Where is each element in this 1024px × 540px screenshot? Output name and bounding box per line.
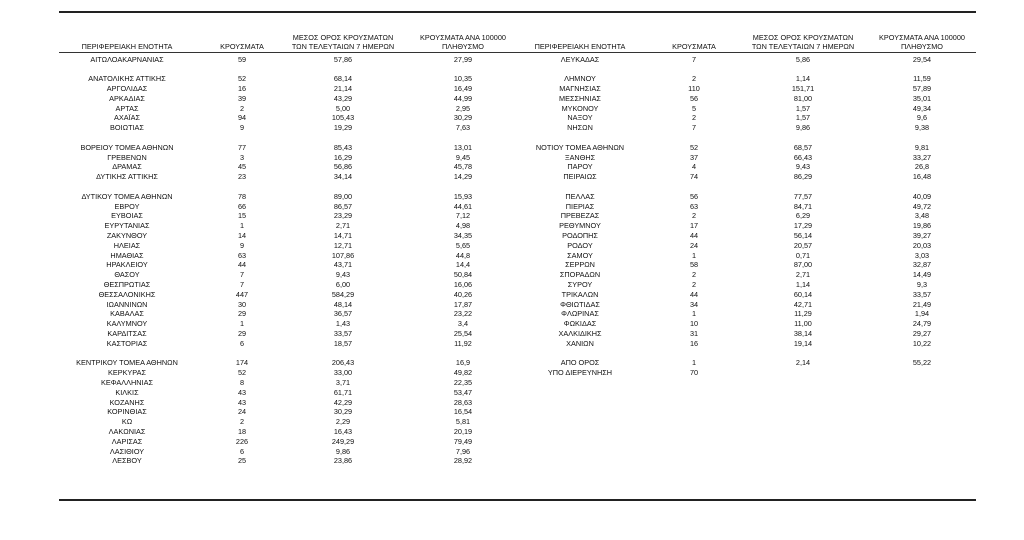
cell-per100k: 39,27 (912, 230, 932, 240)
cell-region: ΔΥΤΙΚΟΥ ΤΟΜΕΑ ΑΘΗΝΩΝ (81, 191, 173, 201)
cell-region: ΣΠΟΡΑΔΩΝ (559, 270, 601, 280)
cell-per100k: 1,94 (914, 309, 930, 319)
cell-region: ΑΡΓΟΛΙΔΑΣ (106, 83, 148, 93)
cell-cases: 77 (237, 142, 247, 152)
cell-avg7: 584,29 (331, 289, 355, 299)
cell-per100k: 9,6 (916, 113, 928, 123)
cell-per100k: 13,01 (453, 142, 473, 152)
header-avg7: ΜΕΣΟΣ ΟΡΟΣ ΚΡΟΥΣΜΑΤΩΝ ΤΩΝ ΤΕΛΕΥΤΑΙΩΝ 7 ΗΜΕΡΩΝ (751, 33, 855, 51)
cell-per100k: 16,9 (455, 358, 471, 368)
cell-cases: 1 (691, 309, 697, 319)
cell-region: ΥΠΟ ΔΙΕΡΕΥΝΗΣΗ (547, 368, 613, 378)
cell-cases: 43 (237, 387, 247, 397)
cell-cases: 52 (237, 368, 247, 378)
cell-per100k: 50,84 (453, 270, 473, 280)
cell-cases: 94 (237, 113, 247, 123)
cell-region: ΑΧΑΪΑΣ (113, 113, 140, 123)
cell-region: ΦΛΩΡΙΝΑΣ (561, 309, 599, 319)
cell-avg7: 11,00 (794, 319, 812, 329)
cell-cases: 4 (691, 162, 697, 172)
cell-per100k: 9,38 (914, 123, 930, 133)
cell-region: ΠΕΙΡΑΙΩΣ (563, 172, 597, 182)
cell-avg7: 77,57 (793, 191, 813, 201)
cell-region: ΦΩΚΙΔΑΣ (563, 319, 597, 329)
cell-per100k: 28,63 (453, 397, 473, 407)
cell-cases: 7 (239, 279, 245, 289)
cell-avg7: 43,29 (333, 93, 353, 103)
cell-avg7: 5,86 (795, 54, 811, 64)
cell-region: ΝΑΞΟΥ (567, 113, 593, 123)
cell-region: ΡΕΘΥΜΝΟΥ (559, 221, 601, 231)
cell-region: ΚΑΛΥΜΝΟΥ (106, 319, 148, 329)
cell-region: ΜΥΚΟΝΟΥ (561, 103, 599, 113)
cell-cases: 43 (237, 397, 247, 407)
cell-avg7: 1,14 (795, 279, 811, 289)
cell-region: ΓΡΕΒΕΝΩΝ (107, 152, 147, 162)
cell-cases: 2 (691, 270, 697, 280)
cell-avg7: 81,00 (793, 93, 813, 103)
cell-cases: 9 (239, 123, 245, 133)
cell-cases: 8 (239, 377, 245, 387)
cell-per100k: 9,3 (916, 279, 928, 289)
cell-avg7: 206,43 (331, 358, 355, 368)
cell-cases: 56 (689, 191, 699, 201)
cell-region: ΧΑΛΚΙΔΙΚΗΣ (558, 328, 602, 338)
cell-cases: 30 (237, 299, 247, 309)
cell-cases: 6 (239, 446, 245, 456)
cell-cases: 15 (237, 211, 247, 221)
cell-per100k: 23,22 (453, 309, 473, 319)
cell-cases: 24 (237, 407, 247, 417)
cell-per100k: 29,27 (912, 328, 932, 338)
cell-avg7: 33,00 (333, 368, 353, 378)
cell-region: ΑΙΤΩΛΟΑΚΑΡΝΑΝΙΑΣ (90, 54, 164, 64)
cell-avg7: 68,14 (333, 74, 353, 84)
cell-avg7: 57,86 (333, 54, 353, 64)
cell-avg7: 9,43 (795, 162, 811, 172)
cell-avg7: 60,14 (793, 289, 813, 299)
cell-region: ΗΜΑΘΙΑΣ (110, 250, 144, 260)
cell-avg7: 30,29 (333, 407, 353, 417)
cell-avg7: 89,00 (333, 191, 353, 201)
cell-per100k: 25,54 (453, 328, 473, 338)
cell-avg7: 43,71 (333, 260, 353, 270)
header-per100k: ΚΡΟΥΣΜΑΤΑ ΑΝΑ 100000 ΠΛΗΘΥΣΜΟ (420, 33, 506, 51)
cell-per100k: 20,03 (912, 240, 932, 250)
cell-avg7: 48,14 (333, 299, 353, 309)
cell-avg7: 86,29 (793, 172, 813, 182)
cell-cases: 6 (239, 338, 245, 348)
cell-per100k: 33,27 (912, 152, 932, 162)
cell-per100k: 44,8 (455, 250, 471, 260)
cell-avg7: 9,86 (335, 446, 351, 456)
cell-avg7: 68,57 (793, 142, 813, 152)
cell-avg7: 38,14 (793, 328, 813, 338)
cell-avg7: 3,71 (335, 377, 351, 387)
cell-region: ΠΡΕΒΕΖΑΣ (560, 211, 600, 221)
cell-cases: 70 (689, 368, 699, 378)
cell-per100k: 3,4 (457, 319, 469, 329)
cell-region: ΡΟΔΟΥ (567, 240, 593, 250)
cell-region: ΘΕΣΠΡΩΤΙΑΣ (103, 279, 151, 289)
cell-avg7: 2,29 (335, 417, 351, 427)
cell-cases: 5 (691, 103, 697, 113)
cell-region: ΤΡΙΚΑΛΩΝ (561, 289, 599, 299)
header-underline (59, 52, 976, 53)
cell-avg7: 6,29 (795, 211, 811, 221)
cell-cases: 56 (689, 93, 699, 103)
cell-cases: 2 (239, 103, 245, 113)
cell-per100k: 44,61 (453, 201, 473, 211)
cell-region: ΕΥΒΟΙΑΣ (111, 211, 143, 221)
cell-per100k: 16,48 (912, 172, 932, 182)
cell-region: ΚΕΝΤΡΙΚΟΥ ΤΟΜΕΑ ΑΘΗΝΩΝ (76, 358, 178, 368)
cell-region: ΚΑΣΤΟΡΙΑΣ (106, 338, 148, 348)
cell-region: ΚΩ (121, 417, 133, 427)
cell-cases: 1 (239, 319, 245, 329)
cell-cases: 18 (237, 426, 247, 436)
cell-cases: 63 (237, 250, 247, 260)
cell-per100k: 22,35 (453, 377, 473, 387)
cell-per100k: 44,99 (453, 93, 473, 103)
cell-per100k: 29,54 (912, 54, 932, 64)
cell-per100k: 20,19 (453, 426, 473, 436)
cell-region: ΚΕΡΚΥΡΑΣ (107, 368, 147, 378)
cell-cases: 29 (237, 328, 247, 338)
cell-per100k: 40,09 (912, 191, 932, 201)
cell-region: ΚΑΒΑΛΑΣ (110, 309, 144, 319)
cell-avg7: 19,29 (333, 123, 353, 133)
cell-per100k: 34,35 (453, 230, 473, 240)
cell-cases: 447 (235, 289, 249, 299)
cell-region: ΧΑΝΙΩΝ (566, 338, 594, 348)
cell-per100k: 9,45 (455, 152, 471, 162)
cell-region: ΕΥΡΥΤΑΝΙΑΣ (104, 221, 150, 231)
cell-per100k: 30,29 (453, 113, 473, 123)
cell-region: ΠΕΛΛΑΣ (565, 191, 595, 201)
cell-cases: 226 (235, 436, 249, 446)
cell-avg7: 87,00 (793, 260, 813, 270)
cell-avg7: 36,57 (333, 309, 353, 319)
header-cases: ΚΡΟΥΣΜΑΤΑ (672, 42, 716, 51)
header-region: ΠΕΡΙΦΕΡΕΙΑΚΗ ΕΝΟΤΗΤΑ (81, 42, 173, 51)
cell-per100k: 10,22 (912, 338, 932, 348)
cell-per100k: 7,96 (455, 446, 471, 456)
cell-cases: 58 (689, 260, 699, 270)
cell-region: ΛΑΡΙΣΑΣ (111, 436, 143, 446)
cell-cases: 37 (689, 152, 699, 162)
cell-avg7: 56,86 (333, 162, 353, 172)
cell-avg7: 151,71 (791, 83, 815, 93)
cell-cases: 7 (239, 270, 245, 280)
cell-cases: 10 (689, 319, 699, 329)
cell-region: ΜΑΓΝΗΣΙΑΣ (559, 83, 601, 93)
cell-avg7: 6,00 (335, 279, 351, 289)
cell-per100k: 49,34 (912, 103, 932, 113)
cell-per100k: 3,03 (914, 250, 930, 260)
cell-per100k: 49,72 (912, 201, 932, 211)
cell-avg7: 34,14 (333, 172, 353, 182)
cell-region: ΝΗΣΩΝ (567, 123, 593, 133)
cell-avg7: 19,14 (793, 338, 813, 348)
cell-region: ΣΥΡΟΥ (567, 279, 593, 289)
cell-per100k: 21,49 (912, 299, 932, 309)
cell-cases: 25 (237, 456, 247, 466)
cell-avg7: 23,86 (333, 456, 353, 466)
cell-cases: 59 (237, 54, 247, 64)
cell-per100k: 9,81 (914, 142, 930, 152)
cell-avg7: 33,57 (333, 328, 353, 338)
header-per100k: ΚΡΟΥΣΜΑΤΑ ΑΝΑ 100000 ΠΛΗΘΥΣΜΟ (879, 33, 965, 51)
cell-avg7: 0,71 (795, 250, 811, 260)
table-top-rule (59, 11, 976, 13)
cell-cases: 174 (235, 358, 249, 368)
cell-avg7: 11,29 (794, 309, 812, 319)
cell-cases: 44 (689, 230, 699, 240)
cell-region: ΚΟΡΙΝΘΙΑΣ (107, 407, 147, 417)
cell-avg7: 86,57 (333, 201, 353, 211)
cell-per100k: 14,49 (912, 270, 932, 280)
cell-per100k: 49,82 (453, 368, 473, 378)
cell-region: ΜΕΣΣΗΝΙΑΣ (559, 93, 601, 103)
cell-per100k: 5,65 (455, 240, 471, 250)
cell-per100k: 11,92 (454, 338, 472, 348)
cell-region: ΑΠΟ ΟΡΟΣ (560, 358, 600, 368)
cell-cases: 29 (237, 309, 247, 319)
cell-region: ΛΕΣΒΟΥ (112, 456, 142, 466)
cell-per100k: 32,87 (912, 260, 932, 270)
header-avg7: ΜΕΣΟΣ ΟΡΟΣ ΚΡΟΥΣΜΑΤΩΝ ΤΩΝ ΤΕΛΕΥΤΑΙΩΝ 7 ΗΜΕΡΩΝ (291, 33, 395, 51)
cell-region: ΛΑΣΙΘΙΟΥ (109, 446, 145, 456)
cell-per100k: 53,47 (453, 387, 473, 397)
cell-region: ΞΑΝΘΗΣ (564, 152, 596, 162)
cell-per100k: 7,12 (455, 211, 471, 221)
cell-cases: 7 (691, 54, 697, 64)
cell-avg7: 14,71 (333, 230, 353, 240)
cell-cases: 1 (691, 358, 697, 368)
cell-region: ΚΙΛΚΙΣ (115, 387, 139, 397)
cell-region: ΝΟΤΙΟΥ ΤΟΜΕΑ ΑΘΗΝΩΝ (535, 142, 625, 152)
cell-cases: 24 (689, 240, 699, 250)
cell-cases: 34 (689, 299, 699, 309)
cell-avg7: 16,29 (333, 152, 353, 162)
table-bottom-rule (59, 499, 976, 501)
cell-avg7: 20,57 (793, 240, 813, 250)
cell-per100k: 33,57 (912, 289, 932, 299)
cell-region: ΛΕΥΚΑΔΑΣ (560, 54, 600, 64)
cell-cases: 52 (689, 142, 699, 152)
cell-region: ΒΟΙΩΤΙΑΣ (110, 123, 144, 133)
cell-avg7: 5,00 (335, 103, 351, 113)
cell-per100k: 3,48 (914, 211, 930, 221)
cell-cases: 2 (691, 74, 697, 84)
cell-per100k: 17,87 (453, 299, 473, 309)
cell-cases: 14 (237, 230, 247, 240)
cell-region: ΗΛΕΙΑΣ (113, 240, 141, 250)
cell-cases: 23 (237, 172, 247, 182)
cell-region: ΕΒΡΟΥ (114, 201, 140, 211)
cell-avg7: 2,71 (335, 221, 351, 231)
cell-region: ΔΡΑΜΑΣ (112, 162, 142, 172)
cell-avg7: 21,14 (333, 83, 353, 93)
cell-cases: 9 (239, 240, 245, 250)
cell-avg7: 66,43 (793, 152, 813, 162)
cell-per100k: 40,26 (453, 289, 473, 299)
cell-region: ΛΑΚΩΝΙΑΣ (108, 426, 146, 436)
cell-avg7: 16,43 (333, 426, 353, 436)
cell-per100k: 16,54 (453, 407, 473, 417)
cell-per100k: 11,59 (913, 74, 931, 84)
cell-per100k: 2,95 (455, 103, 471, 113)
cell-cases: 2 (691, 279, 697, 289)
cell-avg7: 2,14 (795, 358, 811, 368)
cell-region: ΔΥΤΙΚΗΣ ΑΤΤΙΚΗΣ (96, 172, 158, 182)
cell-cases: 2 (239, 417, 245, 427)
cell-avg7: 85,43 (333, 142, 353, 152)
cell-per100k: 5,81 (455, 417, 471, 427)
cell-per100k: 16,06 (453, 279, 473, 289)
cell-per100k: 7,63 (455, 123, 471, 133)
cell-avg7: 1,57 (795, 113, 811, 123)
header-cases: ΚΡΟΥΣΜΑΤΑ (220, 42, 264, 51)
cell-cases: 74 (689, 172, 699, 182)
cell-cases: 2 (691, 211, 697, 221)
cell-cases: 16 (689, 338, 699, 348)
cell-region: ΠΑΡΟΥ (567, 162, 593, 172)
cell-region: ΛΗΜΝΟΥ (564, 74, 596, 84)
cell-per100k: 26,8 (914, 162, 930, 172)
cell-region: ΣΑΜΟΥ (567, 250, 593, 260)
cell-cases: 110 (688, 83, 700, 93)
cell-per100k: 15,93 (453, 191, 473, 201)
cell-avg7: 105,43 (331, 113, 355, 123)
cell-region: ΚΑΡΔΙΤΣΑΣ (107, 328, 147, 338)
cell-avg7: 1,57 (795, 103, 811, 113)
cell-per100k: 57,89 (912, 83, 932, 93)
cell-avg7: 9,86 (795, 123, 811, 133)
cell-per100k: 14,4 (455, 260, 471, 270)
header-region: ΠΕΡΙΦΕΡΕΙΑΚΗ ΕΝΟΤΗΤΑ (534, 42, 626, 51)
cell-region: ΑΡΚΑΔΙΑΣ (109, 93, 145, 103)
cell-cases: 63 (689, 201, 699, 211)
cell-per100k: 27,99 (453, 54, 473, 64)
cell-avg7: 9,43 (335, 270, 351, 280)
cell-region: ΦΘΙΩΤΙΔΑΣ (560, 299, 600, 309)
cell-cases: 1 (691, 250, 697, 260)
cell-region: ΖΑΚΥΝΘΟΥ (106, 230, 148, 240)
cell-cases: 45 (237, 162, 247, 172)
cell-cases: 78 (237, 191, 247, 201)
cell-region: ΚΕΦΑΛΛΗΝΙΑΣ (101, 377, 153, 387)
cell-region: ΘΑΣΟΥ (114, 270, 140, 280)
cell-avg7: 12,71 (333, 240, 353, 250)
cell-avg7: 56,14 (793, 230, 813, 240)
cell-per100k: 10,35 (453, 74, 473, 84)
cell-avg7: 107,86 (331, 250, 355, 260)
cell-per100k: 79,49 (453, 436, 473, 446)
cell-avg7: 17,29 (793, 221, 813, 231)
cell-region: ΚΟΖΑΝΗΣ (109, 397, 145, 407)
cell-region: ΑΝΑΤΟΛΙΚΗΣ ΑΤΤΙΚΗΣ (88, 74, 166, 84)
cell-cases: 66 (237, 201, 247, 211)
cell-region: ΡΟΔΟΠΗΣ (562, 230, 598, 240)
cell-per100k: 28,92 (453, 456, 473, 466)
cell-per100k: 4,98 (455, 221, 471, 231)
cell-cases: 7 (691, 123, 697, 133)
cell-per100k: 35,01 (912, 93, 932, 103)
cell-cases: 44 (237, 260, 247, 270)
cell-avg7: 42,71 (793, 299, 813, 309)
cell-per100k: 19,86 (912, 221, 932, 231)
cell-cases: 17 (689, 221, 699, 231)
cell-region: ΑΡΤΑΣ (115, 103, 139, 113)
cell-cases: 39 (237, 93, 247, 103)
cell-cases: 2 (691, 113, 697, 123)
cell-avg7: 18,57 (333, 338, 353, 348)
cell-region: ΙΩΑΝΝΙΝΩΝ (106, 299, 148, 309)
cell-region: ΘΕΣΣΑΛΟΝΙΚΗΣ (98, 289, 156, 299)
cell-avg7: 1,14 (795, 74, 811, 84)
cell-avg7: 61,71 (333, 387, 353, 397)
cell-per100k: 55,22 (912, 358, 932, 368)
cell-region: ΒΟΡΕΙΟΥ ΤΟΜΕΑ ΑΘΗΝΩΝ (80, 142, 174, 152)
cell-region: ΣΕΡΡΩΝ (565, 260, 595, 270)
cell-cases: 31 (689, 328, 699, 338)
cell-cases: 52 (237, 74, 247, 84)
cell-per100k: 45,78 (453, 162, 473, 172)
cell-cases: 16 (237, 83, 247, 93)
cell-avg7: 42,29 (333, 397, 353, 407)
cell-per100k: 16,49 (453, 83, 473, 93)
cell-avg7: 249,29 (331, 436, 355, 446)
cell-avg7: 1,43 (335, 319, 351, 329)
cell-region: ΗΡΑΚΛΕΙΟΥ (106, 260, 148, 270)
cell-avg7: 2,71 (795, 270, 811, 280)
cell-region: ΠΙΕΡΙΑΣ (565, 201, 595, 211)
cell-cases: 1 (239, 221, 245, 231)
cell-cases: 3 (239, 152, 245, 162)
cell-per100k: 24,79 (912, 319, 932, 329)
cell-per100k: 14,29 (453, 172, 473, 182)
cell-cases: 44 (689, 289, 699, 299)
cell-avg7: 23,29 (333, 211, 353, 221)
cell-avg7: 84,71 (793, 201, 813, 211)
